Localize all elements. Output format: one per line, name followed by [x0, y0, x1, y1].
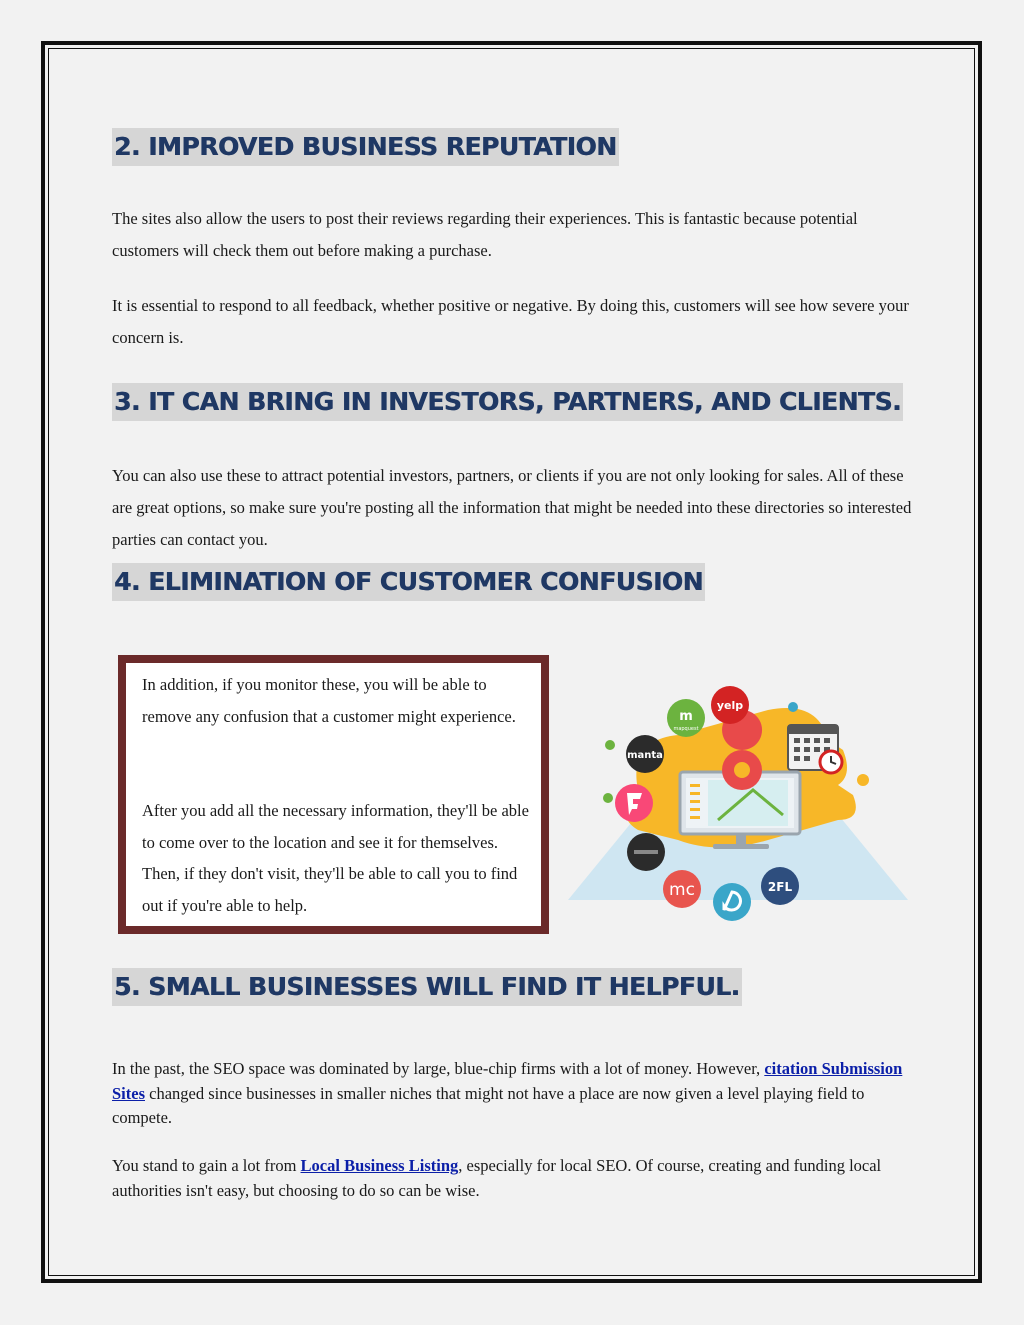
heading-customer-confusion: 4. ELIMINATION OF CUSTOMER CONFUSION	[112, 563, 705, 601]
svg-text:mapquest: mapquest	[673, 726, 699, 732]
svg-text:yelp: yelp	[716, 699, 744, 712]
paragraph-reviews: The sites also allow the users to post their reviews regarding their experiences. This is fantastic because potential customers will check them out before making a purchase.	[112, 209, 858, 260]
callout-paragraph-monitor: In addition, if you monitor these, you will be able to remove any confusion that a customer might experience.	[142, 675, 516, 726]
yelp-icon	[711, 686, 749, 724]
2fl-icon	[761, 867, 799, 905]
darkbadge-icon	[627, 833, 665, 871]
callout-box	[118, 655, 549, 934]
svg-text:mc: mc	[669, 880, 695, 900]
callout-inner	[125, 662, 542, 927]
svg-text:manta: manta	[627, 750, 663, 761]
calendar-icon	[788, 725, 842, 773]
manta-icon	[626, 735, 664, 773]
heading-improved-business-reputation: 2. IMPROVED BUSINESS REPUTATION	[112, 128, 619, 166]
mc-icon	[663, 870, 701, 908]
svg-text:m: m	[679, 709, 693, 724]
callout-paragraph-location: After you add all the necessary information, they'll be able to come over to the location and see it for themselves. Then, if they don't visit, they'll be able to call you to find out if you're able to help.	[142, 801, 529, 915]
heading-investors-partners-clients: 3. IT CAN BRING IN INVESTORS, PARTNERS, AND CLIENTS.	[112, 383, 903, 421]
paragraph-respond-feedback: It is essential to respond to all feedback, whether positive or negative. By doing this, customers will see how severe your concern is.	[112, 296, 909, 347]
local-listing-illustration	[568, 680, 908, 930]
paragraph-local-business-listing: You stand to gain a lot from Local Business Listing, especially for local SEO. Of course, creating and funding local authorities isn't easy, but choosing to do so can be wise.	[112, 1156, 882, 1200]
teal-pin-icon	[713, 883, 751, 921]
paragraph-seo-space: In the past, the SEO space was dominated by large, blue-chip firms with a lot of money. However, citation Submission Sites changed since businesses in smaller niches that might not have a place are now given a level playing field to compete.	[112, 1059, 903, 1127]
svg-text:2FL: 2FL	[767, 880, 793, 894]
citation-submission-sites-link[interactable]: citation Submission Sites	[112, 1059, 903, 1103]
mapquest-icon	[667, 699, 705, 737]
local-business-listing-link[interactable]: Local Business Listing	[300, 1156, 459, 1175]
paragraph-attract-investors: You can also use these to attract potential investors, partners, or clients if you are not only looking for sales. All of these are great options, so make sure you're posting all the information that might be needed into these directories so interested parties can contact you.	[112, 466, 912, 549]
heading-small-businesses: 5. SMALL BUSINESSES WILL FIND IT HELPFUL.	[112, 968, 742, 1006]
foursquare-icon	[615, 784, 653, 822]
